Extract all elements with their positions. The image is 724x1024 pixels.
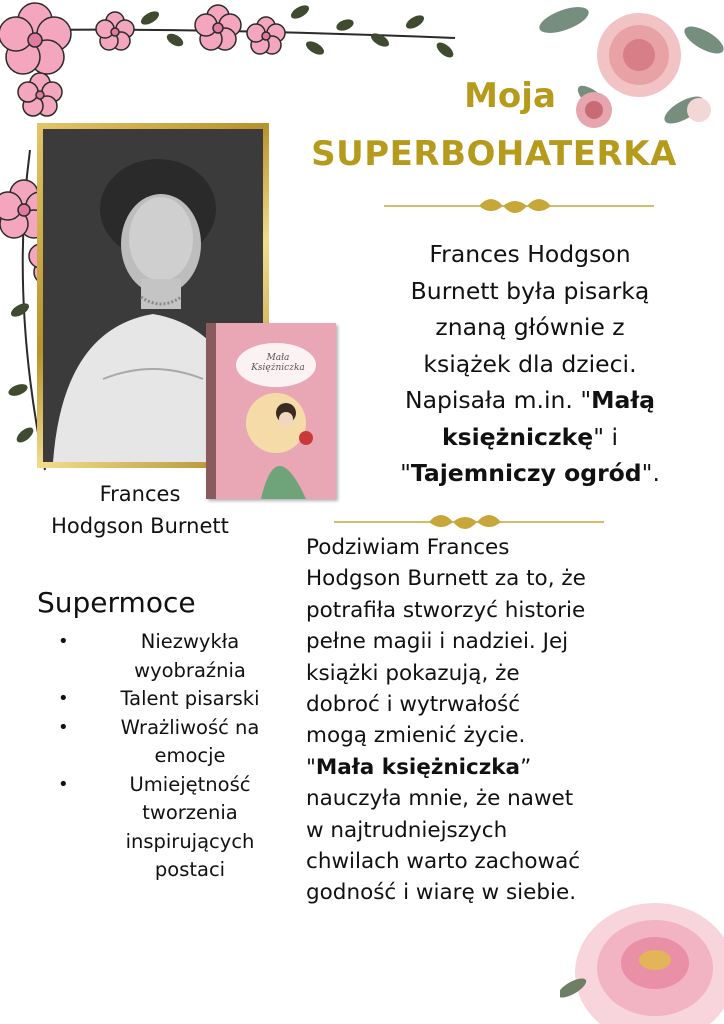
intro-book-title-bold: Tajemniczy ogród [410, 459, 642, 487]
main-text-span: " [306, 754, 316, 780]
main-text-span: ” [520, 754, 532, 780]
bullet-icon: • [58, 688, 69, 709]
intro-text-span: Napisała m.in. " [405, 386, 592, 414]
intro-text-span: ". [641, 459, 660, 487]
list-item-line: Wrażliwość na [120, 715, 260, 739]
list-item-line: inspirujących [125, 829, 255, 853]
flower-vine-top-left [0, 0, 470, 140]
rose-bouquet-top-right [534, 0, 724, 140]
main-line: Podziwiam Frances [306, 535, 510, 560]
list-item [40, 771, 280, 885]
intro-line: znaną głównie z [435, 313, 625, 341]
main-line: godność i wiarę w siebie. [306, 880, 577, 906]
intro-line: Frances Hodgson [429, 240, 631, 268]
list-item-line: wyobraźnia [134, 658, 246, 682]
main-line: chwilach warto zachować [306, 849, 581, 875]
intro-line: Burnett była pisarką [410, 276, 650, 305]
intro-book-title-bold: księżniczkę [441, 422, 594, 451]
title-moja: Moja [464, 76, 556, 116]
main-line: nauczyła mnie, że nawet [306, 786, 574, 812]
title-superbohaterka: SUPERBOHATERKA [311, 134, 677, 174]
portrait-caption [20, 478, 260, 542]
intro-paragraph [372, 236, 688, 492]
intro-text-span: " i [593, 422, 619, 451]
book-cover [206, 323, 336, 499]
intro-line [372, 382, 688, 419]
list-item-line: Niezwykła [140, 630, 240, 653]
caption-line: Hodgson Burnett [51, 514, 229, 538]
book-illustration [206, 323, 336, 499]
bullet-icon: • [58, 773, 69, 795]
main-line: mogą zmienić życie. [306, 723, 526, 749]
main-line: pełne magii i nadziei. Jej [306, 629, 569, 655]
intro-line [372, 455, 688, 492]
main-line: dobroć i wytrwałość [306, 692, 521, 718]
ornament-divider-top [384, 192, 654, 222]
book-title: Mała Księżniczka [251, 353, 305, 373]
intro-book-title-bold: Małą [591, 386, 655, 414]
bullet-icon: • [58, 631, 69, 652]
list-item-line: Talent pisarski [120, 687, 260, 710]
intro-line: książek dla dzieci. [423, 349, 637, 378]
supermoce-list [40, 628, 280, 885]
main-paragraph [306, 532, 636, 909]
list-item-line: postaci [154, 858, 226, 881]
supermoce-heading: Supermoce [37, 586, 196, 619]
main-line: Hodgson Burnett za to, że [306, 566, 586, 592]
caption-line: Frances [99, 482, 181, 506]
main-line: w najtrudniejszych [306, 817, 508, 843]
main-line: książki pokazują, że [306, 660, 520, 686]
list-item [40, 628, 280, 685]
list-item [40, 685, 280, 714]
bullet-icon: • [58, 716, 69, 738]
list-item-line: Umiejętność [129, 772, 251, 796]
list-item-line: tworzenia [142, 801, 238, 824]
intro-text-span: " [400, 459, 411, 487]
main-line [306, 752, 636, 783]
intro-line [372, 419, 688, 456]
main-book-title-bold: Mała księżniczka [315, 754, 521, 780]
list-item [40, 714, 280, 771]
main-line: potrafiła stworzyć historie [306, 597, 586, 623]
list-item-line: emocje [154, 744, 226, 767]
